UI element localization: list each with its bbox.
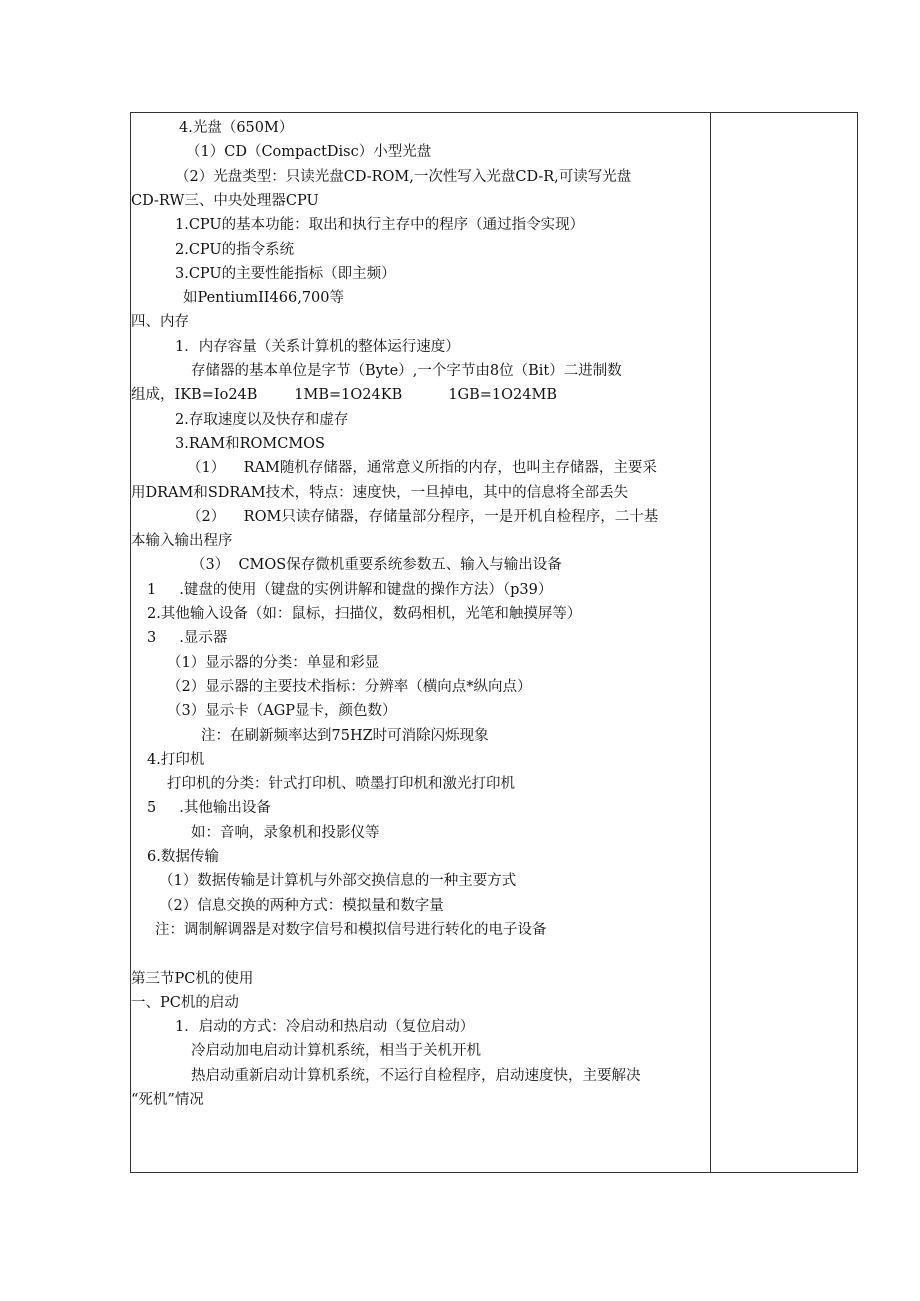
- text-line: 打印机的分类：针式打印机、喷墨打印机和激光打印机: [167, 776, 515, 793]
- text-line: （2）信息交换的两种方式：模拟量和数字量: [159, 897, 444, 914]
- text-line: 3.RAM和ROMCMOS: [175, 435, 325, 452]
- text-line: （2）显示器的主要技术指标：分辨率（横向点*纵向点）: [167, 678, 532, 695]
- text-line: 冷启动加电启动计算机系统，相当于关机开机: [191, 1043, 481, 1060]
- text-line: （2）光盘类型：只读光盘CD-ROM,一次性写入光盘CD-R,可读写光盘: [175, 168, 632, 185]
- text-line: 本输入输出程序: [131, 533, 233, 550]
- document-table: [130, 112, 858, 1173]
- text-line: 一、PC机的启动: [131, 994, 239, 1011]
- notes-content-cell: [131, 113, 710, 1172]
- text-line: 2.CPU的指令系统: [175, 241, 295, 258]
- text-line: （1）数据传输是计算机与外部交换信息的一种主要方式: [159, 873, 517, 890]
- remarks-cell: [711, 113, 857, 1172]
- text-line: 热启动重新启动计算机系统，不运行自检程序，启动速度快，主要解决: [191, 1067, 641, 1084]
- text-line: 四、内存: [131, 314, 189, 331]
- text-line: 组成，IKB=Io24B 1MB=1O24KB 1GB=1O24MB: [131, 387, 558, 404]
- text-line: 3.CPU的主要性能指标（即主频）: [175, 265, 396, 282]
- text-line: 注：调制解调器是对数字信号和模拟信号进行转化的电子设备: [155, 921, 547, 938]
- text-line: 4.光盘（650M）: [179, 120, 294, 136]
- text-line: 2.其他输入设备（如：鼠标，扫描仪，数码相机，光笔和触摸屏等）: [147, 606, 582, 622]
- text-line: 2.存取速度以及快存和虚存: [175, 411, 349, 428]
- text-line: 6.数据传输: [147, 849, 219, 865]
- text-line: 4.打印机: [147, 751, 205, 768]
- text-line: 1．内存容量（关系计算机的整体运行速度）: [175, 338, 460, 355]
- text-line: （3）显示卡（AGP显卡，颜色数）: [167, 703, 397, 720]
- text-line: 5 .其他输出设备: [147, 800, 271, 817]
- text-line: 如：音响，录象机和投影仪等: [191, 824, 380, 841]
- text-line: （3） CMOS保存微机重要系统参数五、输入与输出设备: [191, 557, 562, 574]
- text-line: （1）CD（CompactDisc）小型光盘: [186, 144, 432, 161]
- text-line: （1） RAM随机存储器，通常意义所指的内存，也叫主存储器，主要采: [187, 460, 657, 477]
- text-line: 注：在刷新频率达到75HZ时可消除闪烁现象: [201, 727, 489, 744]
- text-line: 用DRAM和SDRAM技术，特点：速度快，一旦掉电，其中的信息将全部丢失: [131, 484, 629, 501]
- text-line: （1）显示器的分类：单显和彩显: [167, 654, 380, 671]
- text-line: 1．启动的方式：冷启动和热启动（复位启动）: [175, 1019, 475, 1036]
- text-line: CD-RW三、中央处理器CPU: [131, 192, 319, 209]
- text-line: 1 .键盘的使用（键盘的实例讲解和键盘的操作方法）（p39）: [147, 581, 553, 598]
- text-line: 如PentiumII466,700等: [183, 290, 344, 307]
- text-line: 1.CPU的基本功能：取出和执行主存中的程序（通过指令实现）: [175, 217, 585, 234]
- text-line: 3 .显示器: [147, 630, 228, 647]
- text-line: 第三节PC机的使用: [131, 970, 254, 987]
- text-line: “死机”情况: [131, 1092, 204, 1108]
- text-line: 存储器的基本单位是字节（Byte）,一个字节由8位（Bit）二进制数: [191, 363, 622, 379]
- text-line: （2） ROM只读存储器，存储量部分程序，一是开机自检程序，二十基: [187, 508, 659, 525]
